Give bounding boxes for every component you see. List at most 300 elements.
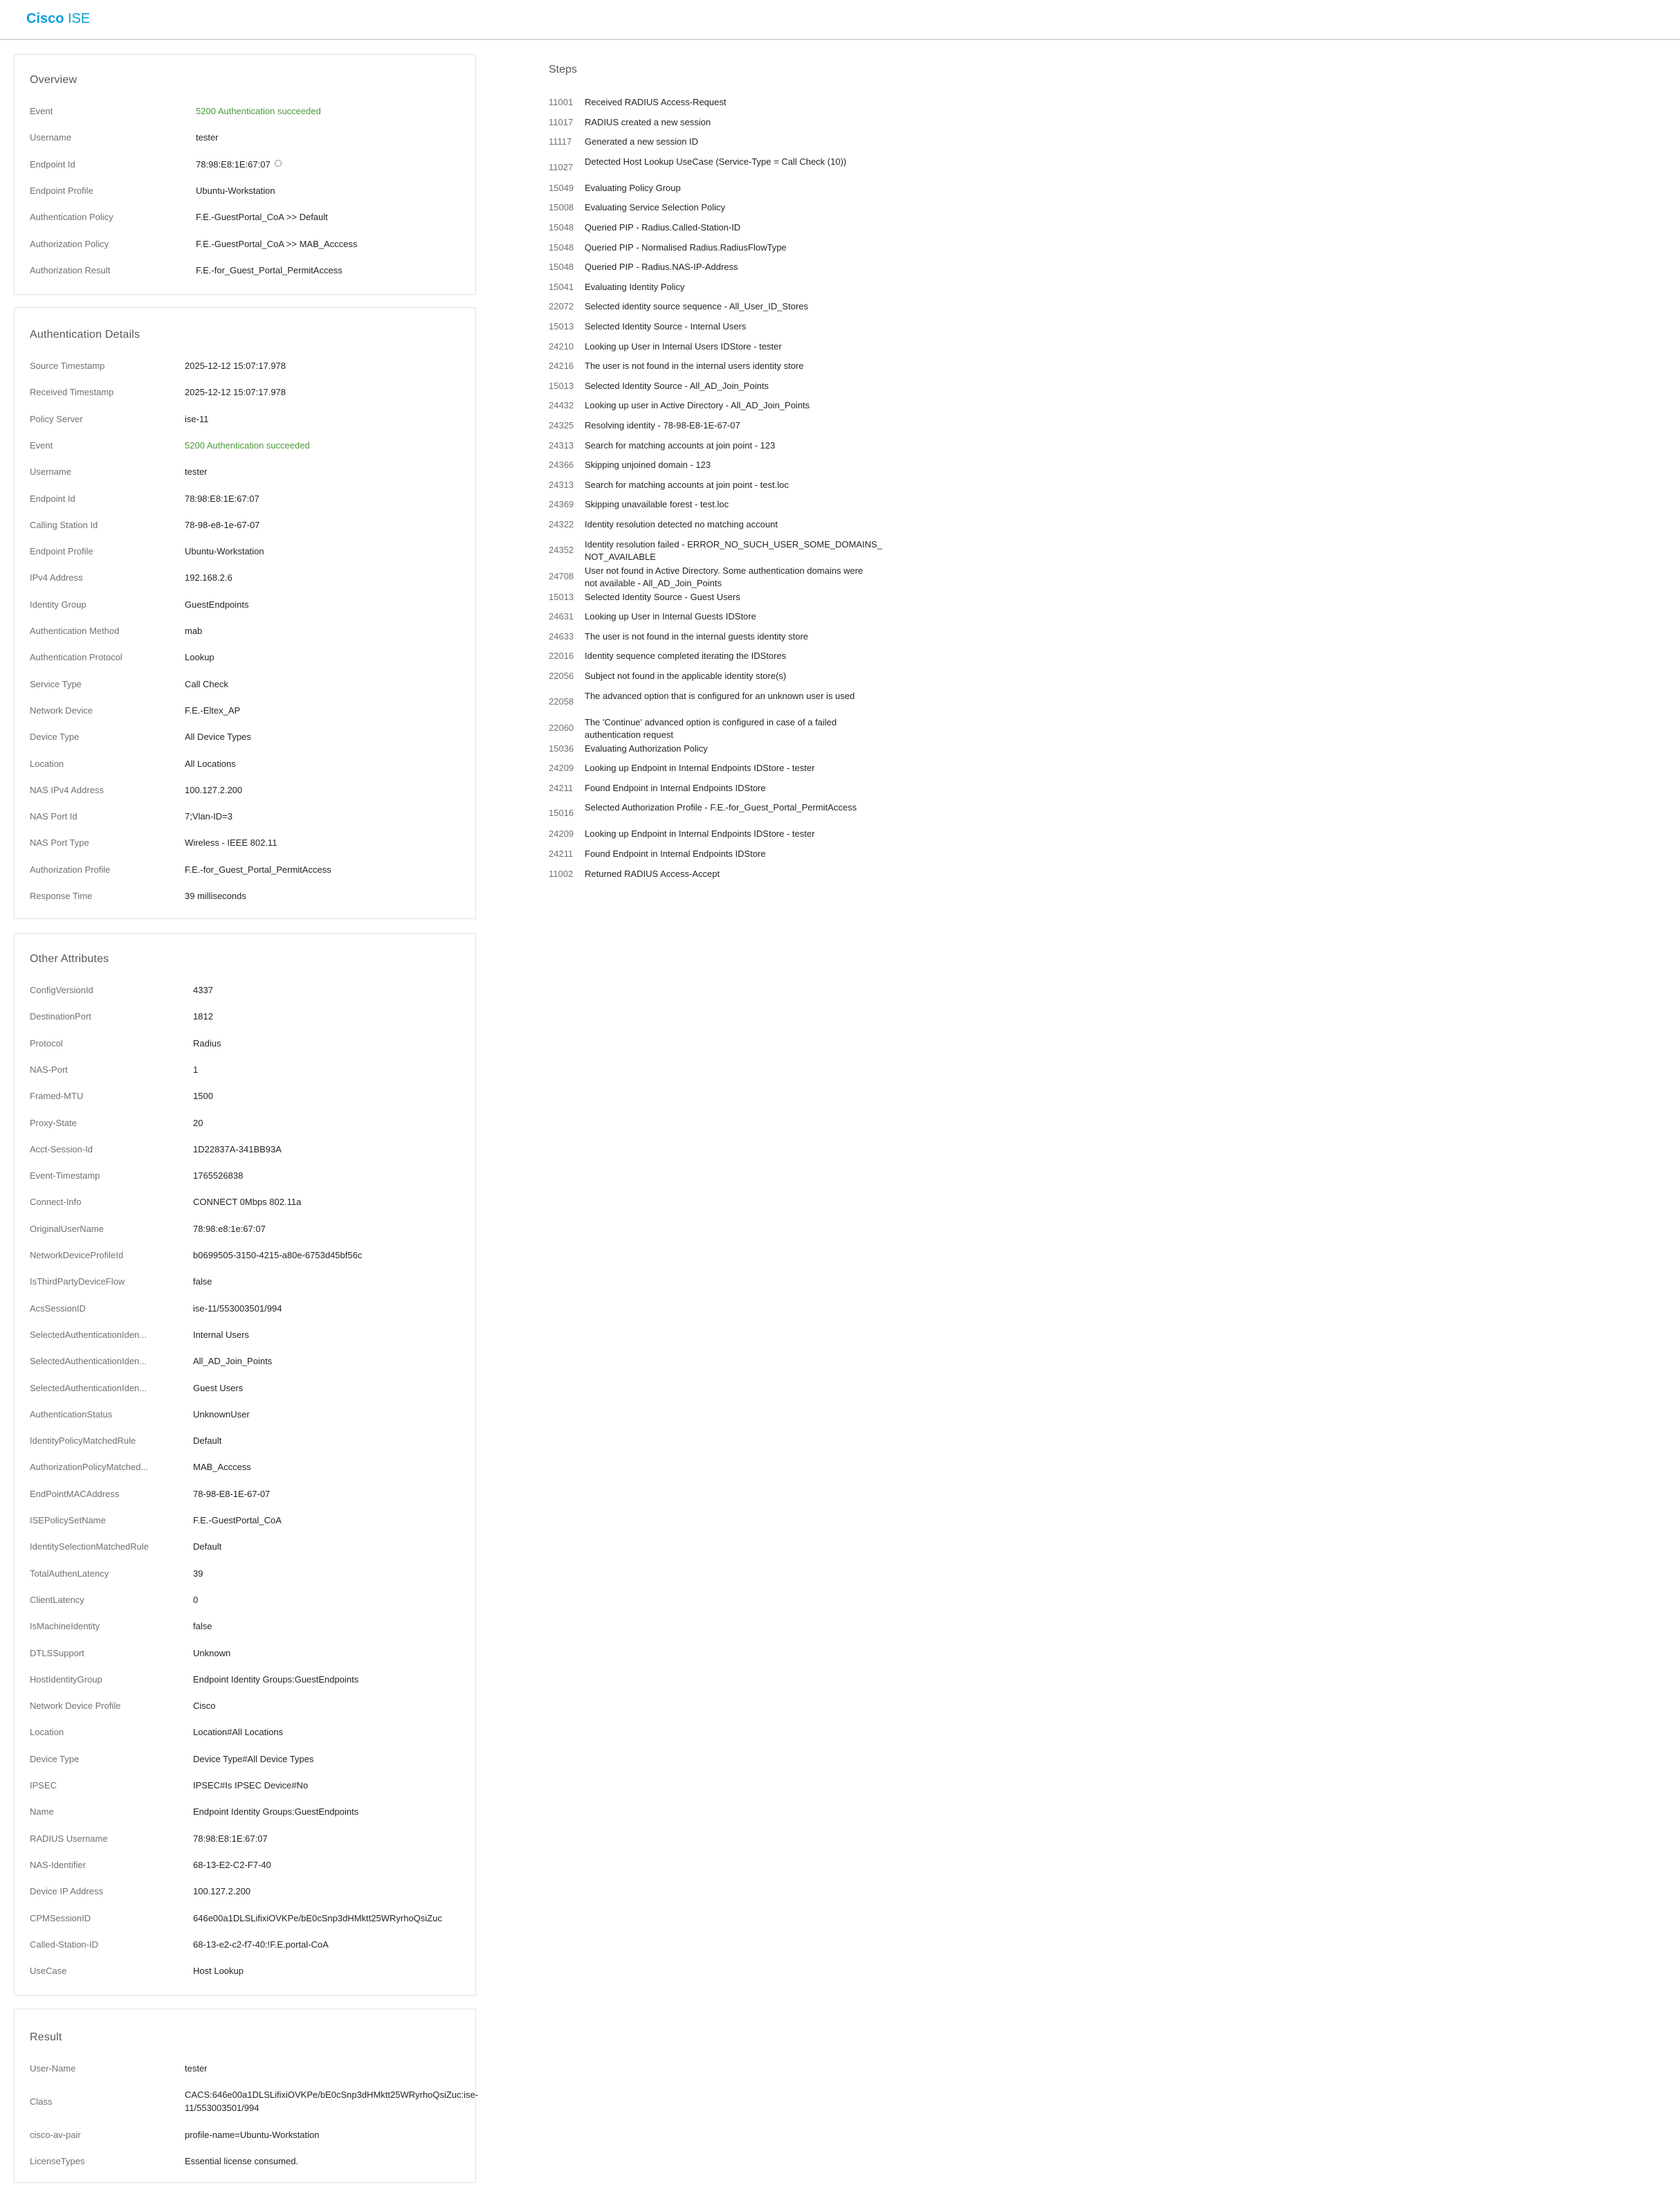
step-code: 15008	[549, 202, 574, 213]
field-label: Event	[30, 439, 53, 451]
step-item	[549, 319, 874, 339]
step-code: 22072	[549, 301, 574, 312]
other-attributes-row-event-timestamp	[30, 1168, 468, 1184]
field-value: Internal Users	[193, 1329, 249, 1340]
field-label: Received Timestamp	[30, 387, 114, 398]
step-code: 24631	[549, 611, 574, 622]
authentication-details-title: Authentication Details	[30, 329, 140, 341]
step-description: Looking up Endpoint in Internal Endpoints IDStore - tester	[585, 763, 815, 774]
other-attributes-row-endpointmacaddress	[30, 1486, 468, 1503]
step-item	[549, 438, 874, 458]
field-value: 20	[193, 1117, 203, 1128]
step-description: Found Endpoint in Internal Endpoints IDStore	[585, 849, 766, 859]
field-value: CONNECT 0Mbps 802.11a	[193, 1197, 302, 1208]
step-item	[549, 398, 874, 418]
step-code: 22016	[549, 651, 574, 662]
field-value: All_AD_Join_Points	[193, 1356, 273, 1367]
other-attributes-row-selectedauthenticationiden	[30, 1327, 468, 1343]
other-attributes-row-originalusername	[30, 1221, 468, 1238]
field-label: IsThirdPartyDeviceFlow	[30, 1276, 125, 1287]
step-code: 11117	[549, 136, 572, 147]
field-label: Network Device	[30, 705, 93, 716]
step-item	[549, 220, 874, 240]
overview-row-event	[30, 103, 468, 120]
step-description: Evaluating Identity Policy	[585, 281, 685, 292]
step-description: Returned RADIUS Access-Accept	[585, 868, 720, 879]
step-item	[549, 200, 874, 220]
field-label: ISEPolicySetName	[30, 1515, 106, 1525]
auth-details-row-network-device	[30, 702, 468, 719]
field-label: Username	[30, 132, 71, 143]
step-description: Selected Authorization Profile - F.E.-for_Guest_Portal_PermitAccess	[585, 802, 857, 813]
step-description: Evaluating Authorization Policy	[585, 743, 708, 754]
step-code: 24313	[549, 439, 574, 451]
field-value: 1812	[193, 1011, 213, 1022]
step-item	[549, 240, 874, 260]
field-label: LicenseTypes	[30, 2156, 85, 2166]
auth-details-row-policy-server	[30, 411, 468, 428]
auth-details-row-response-time	[30, 888, 468, 905]
step-description: Looking up user in Active Directory - All_AD_Join_Points	[585, 400, 810, 411]
field-value: Endpoint Identity Groups:GuestEndpoints	[193, 1806, 359, 1817]
field-label: Endpoint Profile	[30, 546, 93, 557]
field-label: UseCase	[30, 1966, 67, 1977]
field-value: All Locations	[185, 758, 236, 769]
step-item	[549, 781, 874, 801]
step-description: Selected Identity Source - Guest Users	[585, 591, 740, 602]
step-description: Received RADIUS Access-Request	[585, 97, 727, 107]
step-item	[549, 590, 874, 610]
field-value: CACS:646e00a1DLSLifixiOVKPe/bE0cSnp3dHMktt25WRyrhoQsiZuc:ise-11/553003501/994	[185, 2089, 479, 2113]
step-code: 24211	[549, 782, 574, 793]
other-attributes-row-totalauthenlatency	[30, 1566, 468, 1582]
step-description: Search for matching accounts at join point - 123	[585, 439, 776, 451]
auth-details-row-device-type	[30, 729, 468, 745]
field-value: 2025-12-12 15:07:17.978	[185, 361, 286, 371]
field-value: tester	[185, 2063, 208, 2074]
step-description: Subject not found in the applicable identity store(s)	[585, 671, 787, 681]
result-row-class	[30, 2087, 479, 2117]
field-label: NetworkDeviceProfileId	[30, 1250, 124, 1260]
other-attributes-row-configversionid	[30, 982, 468, 999]
step-item	[549, 457, 874, 478]
result-panel	[14, 2009, 479, 2183]
field-value: 78:98:E8:1E:67:07	[196, 156, 282, 173]
step-item	[549, 537, 882, 563]
other-attributes-row-authorizationpolicymatched	[30, 1459, 468, 1476]
step-item	[549, 867, 874, 887]
step-item	[549, 741, 874, 761]
auth-details-row-authorization-profile	[30, 862, 468, 878]
auth-details-row-endpoint-id	[30, 491, 468, 507]
auth-details-row-authentication-method	[30, 623, 468, 640]
field-label: IsMachineIdentity	[30, 1621, 100, 1632]
result-row-user-name	[30, 2060, 468, 2077]
other-attributes-row-isepolicysetname	[30, 1512, 468, 1529]
step-item	[549, 359, 874, 379]
step-description: User not found in Active Directory. Some authentication domains were not available - All_AD_Join_Points	[585, 565, 864, 588]
other-attributes-row-nas-port	[30, 1062, 468, 1078]
step-description: RADIUS created a new session	[585, 116, 711, 127]
field-label: Calling Station Id	[30, 519, 98, 530]
field-label: IdentitySelectionMatchedRule	[30, 1541, 149, 1552]
field-label: Endpoint Id	[30, 158, 75, 170]
endpoint-info-icon[interactable]	[275, 160, 282, 167]
field-value: All Device Types	[185, 732, 251, 743]
step-item	[549, 846, 874, 867]
step-code: 24216	[549, 361, 574, 372]
other-attributes-row-networkdeviceprofileid	[30, 1247, 468, 1264]
step-code: 15016	[549, 808, 574, 819]
step-description: Identity resolution detected no matching account	[585, 519, 778, 529]
field-label: Event-Timestamp	[30, 1170, 100, 1181]
other-attributes-row-cpmsessionid	[30, 1910, 468, 1927]
field-label: SelectedAuthenticationIden...	[30, 1382, 147, 1393]
other-attributes-row-ismachineidentity	[30, 1618, 468, 1635]
field-value: 78:98:E8:1E:67:07	[185, 493, 259, 504]
step-item	[549, 299, 874, 319]
auth-details-row-endpoint-profile	[30, 543, 468, 560]
step-item	[549, 563, 874, 590]
field-label: cisco-av-pair	[30, 2130, 81, 2140]
field-label: Event	[30, 106, 53, 116]
step-description: Identity sequence completed iterating the IDStores	[585, 651, 787, 662]
step-description: Search for matching accounts at join point - test.loc	[585, 479, 789, 490]
step-description: Looking up User in Internal Users IDStore - tester	[585, 341, 782, 352]
step-item	[549, 418, 874, 438]
field-value: Lookup	[185, 652, 214, 663]
field-label: Location	[30, 758, 64, 769]
step-code: 24708	[549, 570, 574, 581]
other-attributes-row-identitypolicymatchedrule	[30, 1433, 468, 1449]
field-label: Protocol	[30, 1037, 63, 1049]
field-label: Framed-MTU	[30, 1091, 84, 1102]
step-code: 15048	[549, 242, 574, 253]
step-description: Skipping unavailable forest - test.loc	[585, 499, 729, 510]
step-item	[549, 260, 874, 280]
step-code: 15048	[549, 222, 574, 233]
field-value: IPSEC#Is IPSEC Device#No	[193, 1780, 309, 1790]
step-description: Detected Host Lookup UseCase (Service-Type = Call Check (10))	[585, 156, 847, 167]
field-label: Authentication Protocol	[30, 652, 122, 663]
field-label: Endpoint Profile	[30, 185, 93, 196]
field-value: 68-13-E2-C2-F7-40	[193, 1859, 271, 1870]
field-value: Cisco	[193, 1701, 216, 1712]
field-value: false	[193, 1621, 212, 1632]
result-row-cisco-av-pair	[30, 2127, 468, 2143]
field-value: UnknownUser	[193, 1408, 250, 1420]
authentication-details-panel	[14, 307, 476, 919]
field-label: Authentication Method	[30, 626, 120, 636]
field-label: AuthorizationPolicyMatched...	[30, 1462, 149, 1473]
overview-title: Overview	[30, 74, 77, 86]
other-attributes-row-device-ip-address	[30, 1883, 468, 1900]
result-row-licensetypes	[30, 2153, 468, 2170]
result-title: Result	[30, 2031, 62, 2043]
other-attributes-row-identityselectionmatchedrule	[30, 1539, 468, 1555]
auth-details-row-service-type	[30, 676, 468, 693]
step-item	[549, 517, 874, 537]
other-attributes-panel	[14, 933, 476, 1996]
field-label: HostIdentityGroup	[30, 1674, 102, 1685]
field-value: Call Check	[185, 678, 228, 689]
field-label: IPSEC	[30, 1780, 57, 1790]
field-value: Essential license consumed.	[185, 2156, 299, 2166]
step-code: 22056	[549, 671, 574, 681]
step-description: Looking up Endpoint in Internal Endpoints IDStore - tester	[585, 828, 815, 840]
field-label: Source Timestamp	[30, 361, 105, 371]
field-label: Class	[30, 2096, 53, 2107]
other-attributes-row-hostidentitygroup	[30, 1671, 468, 1688]
top-bar	[0, 0, 1680, 40]
field-label: NAS Port Id	[30, 811, 77, 822]
step-item	[549, 478, 874, 498]
step-description: Looking up User in Internal Guests IDStore	[585, 611, 756, 622]
step-code: 24210	[549, 341, 574, 352]
other-attributes-row-called-station-id	[30, 1937, 468, 1953]
step-description: Evaluating Service Selection Policy	[585, 202, 726, 213]
step-code: 22058	[549, 696, 574, 707]
field-label: IdentityPolicyMatchedRule	[30, 1435, 136, 1447]
field-label: Connect-Info	[30, 1197, 82, 1208]
step-code: 24211	[549, 849, 574, 859]
field-label: Name	[30, 1806, 54, 1817]
field-value: mab	[185, 626, 203, 636]
field-label: CPMSessionID	[30, 1912, 91, 1923]
step-code: 24322	[549, 519, 574, 529]
step-item	[549, 761, 874, 781]
field-value: Unknown	[193, 1647, 231, 1658]
step-item	[549, 115, 874, 135]
step-code: 15013	[549, 591, 574, 602]
step-description: Resolving identity - 78-98-E8-1E-67-07	[585, 420, 740, 430]
field-label: Authentication Policy	[30, 212, 113, 223]
step-code: 11001	[549, 97, 574, 107]
overview-row-authentication-policy	[30, 209, 468, 226]
field-label: DTLSSupport	[30, 1647, 84, 1658]
other-attributes-row-isthirdpartydeviceflow	[30, 1273, 468, 1290]
auth-details-row-authentication-protocol	[30, 649, 468, 666]
field-label: Service Type	[30, 678, 82, 689]
other-attributes-row-location	[30, 1724, 468, 1741]
app-logo[interactable]	[26, 11, 90, 27]
field-label: TotalAuthenLatency	[30, 1568, 109, 1579]
field-label: Device IP Address	[30, 1886, 103, 1897]
field-value: F.E.-for_Guest_Portal_PermitAccess	[185, 864, 331, 875]
step-description: Generated a new session ID	[585, 136, 699, 147]
field-value: 7;Vlan-ID=3	[185, 811, 233, 822]
other-attributes-row-protocol	[30, 1035, 468, 1052]
step-code: 24209	[549, 828, 574, 840]
field-value: F.E.-Eltex_AP	[185, 705, 241, 716]
field-value: 78-98-e8-1e-67-07	[185, 519, 260, 530]
field-value: F.E.-for_Guest_Portal_PermitAccess	[196, 264, 343, 275]
field-value: 1500	[193, 1091, 213, 1102]
field-label: ConfigVersionId	[30, 985, 93, 995]
other-attributes-row-name	[30, 1804, 468, 1820]
other-attributes-row-acssessionid	[30, 1300, 468, 1317]
field-label: Authorization Profile	[30, 864, 111, 875]
field-label: Authorization Policy	[30, 238, 109, 249]
field-label: AuthenticationStatus	[30, 1408, 113, 1420]
field-value: 5200 Authentication succeeded	[196, 106, 321, 116]
overview-row-endpoint-profile	[30, 183, 468, 199]
field-label: SelectedAuthenticationIden...	[30, 1356, 147, 1367]
step-description: Skipping unjoined domain - 123	[585, 460, 711, 471]
auth-details-row-nas-ipv4-address	[30, 782, 468, 799]
field-value: 39	[193, 1568, 203, 1579]
step-item	[549, 609, 874, 629]
step-description: The 'Continue' advanced option is configured in case of a failed authentication request	[585, 716, 837, 740]
step-code: 24366	[549, 460, 574, 471]
steps-title: Steps	[549, 64, 577, 75]
step-item	[549, 649, 874, 669]
overview-row-username	[30, 129, 468, 146]
field-value: tester	[185, 466, 208, 478]
other-attributes-row-dtlssupport	[30, 1645, 468, 1662]
field-value: Default	[193, 1541, 222, 1552]
step-description: Evaluating Policy Group	[585, 182, 681, 193]
step-item	[549, 379, 874, 399]
field-label: Response Time	[30, 891, 93, 901]
field-value: F.E.-GuestPortal_CoA >> Default	[196, 212, 328, 223]
auth-details-row-ipv4-address	[30, 570, 468, 586]
other-attributes-title: Other Attributes	[30, 953, 109, 965]
brand-cisco: Cisco	[26, 11, 64, 26]
other-attributes-row-radius-username	[30, 1831, 468, 1847]
other-attributes-row-proxy-state	[30, 1115, 468, 1132]
field-value: 39 milliseconds	[185, 891, 246, 901]
field-value: ise-11/553003501/994	[193, 1303, 282, 1314]
field-value: 192.168.2.6	[185, 572, 232, 583]
overview-row-authorization-result	[30, 262, 468, 279]
step-description: Selected identity source sequence - All_User_ID_Stores	[585, 301, 809, 312]
field-value: profile-name=Ubuntu-Workstation	[185, 2130, 320, 2140]
field-value: 100.127.2.200	[185, 784, 243, 795]
field-value: F.E.-GuestPortal_CoA	[193, 1515, 282, 1525]
step-item	[549, 95, 874, 115]
field-value: Device Type#All Device Types	[193, 1753, 314, 1764]
field-label: Called-Station-ID	[30, 1939, 98, 1950]
field-label: AcsSessionID	[30, 1303, 86, 1314]
field-label: NAS-Port	[30, 1064, 68, 1075]
field-value: 1	[193, 1064, 199, 1075]
other-attributes-row-destinationport	[30, 1008, 468, 1025]
field-label: Network Device Profile	[30, 1701, 121, 1712]
auth-details-row-nas-port-type	[30, 835, 468, 851]
step-code: 11002	[549, 868, 574, 879]
step-code: 15049	[549, 182, 574, 193]
field-label: RADIUS Username	[30, 1833, 108, 1844]
auth-details-row-nas-port-id	[30, 808, 468, 825]
auth-details-row-source-timestamp	[30, 358, 468, 374]
auth-details-row-received-timestamp	[30, 384, 468, 401]
field-label: Endpoint Id	[30, 493, 75, 504]
step-code: 24369	[549, 499, 574, 510]
field-label: DestinationPort	[30, 1011, 91, 1022]
field-label: Device Type	[30, 732, 80, 743]
field-value: Endpoint Identity Groups:GuestEndpoints	[193, 1674, 359, 1685]
step-code: 22060	[549, 722, 574, 733]
step-code: 24325	[549, 420, 574, 430]
field-value: Radius	[193, 1037, 221, 1049]
step-description: Queried PIP - Normalised Radius.RadiusFlowType	[585, 242, 787, 253]
step-description: Queried PIP - Radius.Called-Station-ID	[585, 222, 741, 233]
step-code: 24209	[549, 763, 574, 774]
step-code: 15013	[549, 380, 574, 391]
step-description: Selected Identity Source - All_AD_Join_Points	[585, 380, 769, 391]
field-value: 78:98:E8:1E:67:07	[193, 1833, 268, 1844]
step-code: 24352	[549, 544, 574, 555]
step-description: Queried PIP - Radius.NAS-IP-Address	[585, 262, 738, 273]
field-label: Device Type	[30, 1753, 80, 1764]
field-value: tester	[196, 132, 219, 143]
step-description: The user is not found in the internal users identity store	[585, 361, 804, 372]
field-value: b0699505-3150-4215-a80e-6753d45bf56c	[193, 1250, 363, 1260]
step-item	[549, 715, 874, 741]
other-attributes-row-framed-mtu	[30, 1088, 468, 1105]
field-label: Username	[30, 466, 71, 478]
step-item	[549, 339, 874, 359]
overview-row-endpoint-id	[30, 156, 468, 173]
field-value: 2025-12-12 15:07:17.978	[185, 387, 286, 398]
field-value: 5200 Authentication succeeded	[185, 439, 310, 451]
overview-row-authorization-policy	[30, 236, 468, 253]
field-value: MAB_Acccess	[193, 1462, 251, 1473]
other-attributes-row-acct-session-id	[30, 1141, 468, 1158]
step-description: Selected Identity Source - Internal Users	[585, 321, 747, 332]
other-attributes-row-connect-info	[30, 1194, 468, 1211]
field-value: Wireless - IEEE 802.11	[185, 837, 277, 849]
field-label: ClientLatency	[30, 1594, 84, 1605]
step-item	[549, 497, 874, 517]
step-item	[549, 134, 874, 154]
field-label: OriginalUserName	[30, 1223, 104, 1234]
field-value: 78-98-E8-1E-67-07	[193, 1488, 271, 1499]
field-label: Identity Group	[30, 599, 86, 610]
field-value: Default	[193, 1435, 222, 1447]
other-attributes-row-clientlatency	[30, 1592, 468, 1608]
field-label: NAS Port Type	[30, 837, 89, 849]
field-label: Proxy-State	[30, 1117, 77, 1128]
step-item	[549, 154, 874, 181]
field-value: 646e00a1DLSLifixiOVKPe/bE0cSnp3dHMktt25WRyrhoQsiZuc	[193, 1912, 442, 1923]
auth-details-row-calling-station-id	[30, 517, 468, 534]
step-description: Identity resolution failed - ERROR_NO_SUCH_USER_SOME_DOMAINS_NOT_AVAILABLE	[585, 538, 882, 562]
field-value: false	[193, 1276, 212, 1287]
other-attributes-row-ipsec	[30, 1777, 468, 1794]
other-attributes-row-selectedauthenticationiden	[30, 1353, 468, 1370]
other-attributes-row-nas-identifier	[30, 1857, 468, 1874]
field-label: Location	[30, 1727, 64, 1738]
field-value: Host Lookup	[193, 1966, 244, 1977]
step-item	[549, 629, 874, 649]
other-attributes-row-selectedauthenticationiden	[30, 1380, 468, 1397]
step-description: Found Endpoint in Internal Endpoints IDStore	[585, 782, 766, 793]
field-value: Location#All Locations	[193, 1727, 284, 1738]
field-label: Policy Server	[30, 413, 83, 424]
step-code: 15041	[549, 281, 574, 292]
field-label: Acct-Session-Id	[30, 1143, 93, 1154]
auth-details-row-identity-group	[30, 597, 468, 613]
brand-ise: ISE	[68, 11, 91, 26]
field-value: 0	[193, 1594, 199, 1605]
step-item	[549, 181, 874, 201]
step-item	[549, 280, 874, 300]
field-label: Authorization Result	[30, 264, 111, 275]
field-label: SelectedAuthenticationIden...	[30, 1329, 147, 1340]
field-value: 78:98:e8:1e:67:07	[193, 1223, 266, 1234]
